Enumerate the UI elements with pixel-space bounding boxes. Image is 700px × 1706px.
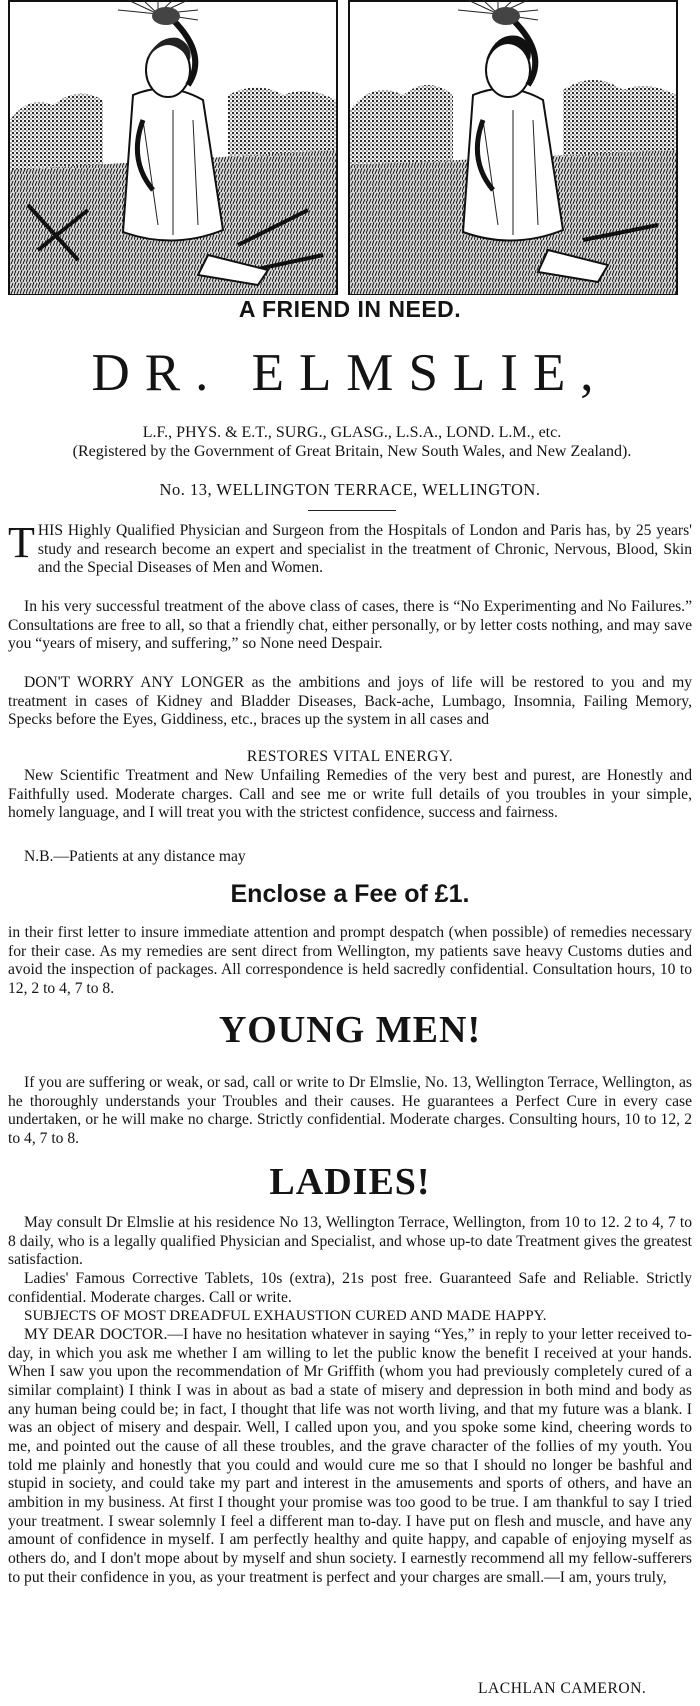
subjects-line: SUBJECTS OF MOST DREADFUL EXHAUSTION CURED AND MADE HAPPY. (24, 1307, 547, 1324)
ladies-heading: LADIES! (269, 1161, 431, 1203)
dropcap-letter: T (8, 518, 35, 567)
intro-text: HIS Highly Qualified Physician and Surgeon from the Hospitals of London and Paris has, by 25 years' study and research become an expert and specialist in the treatment of Chronic, Nervous, Blood, Skin and the Special Diseases of Men and Women. (37, 522, 692, 577)
address-line: No. 13, WELLINGTON TERRACE, WELLINGTON. (159, 480, 541, 499)
doctor-name-title: DR. ELMSLIE, (91, 344, 609, 402)
intro-paragraph (8, 518, 692, 578)
headline-friend-in-need: A FRIEND IN NEED. (238, 296, 462, 322)
young-men-heading: YOUNG MEN! (218, 1009, 482, 1051)
goddess-with-torch-icon (8, 0, 338, 295)
credentials (14, 424, 690, 461)
signature-name: LACHLAN CAMERON. (478, 1680, 647, 1697)
tablets-paragraph: Ladies' Famous Corrective Tablets, 10s (extra), 21s post free. Guaranteed Safe and Reliable. Strictly confidential. Moderate charges. Call or write. (8, 1270, 692, 1306)
ladies-paragraph: May consult Dr Elmslie at his residence No 13, Wellington Terrace, Wellington, from 10 to 12. 2 to 4, 7 to 8 daily, who is a legally qualified Physician and Specialist, and whose up-to date Treatment gives the greatest satisfaction. (8, 1214, 692, 1269)
young-men-paragraph: If you are suffering or weak, or sad, call or write to Dr Elmslie, No. 13, Wellington Terrace, Wellington, as he thoroughly understands your Troubles and their causes. He guarantees a Perfect Cure in every case undertaken, or he will make no charge. Strictly confidential. Moderate charges. Consulting hours, 10 to 12, 2 to 4, 7 to 8. (8, 1074, 692, 1147)
restores-vital-energy-heading: RESTORES VITAL ENERGY. (246, 748, 454, 765)
success-paragraph: In his very successful treatment of the above class of cases, there is “No Experimenting and No Failures.” Consultations are free to all, so that a friendly chat, either personally, or by letter costs nothing, and may save you “years of misery, and suffering,” so None need Despair. (8, 598, 692, 653)
testimonial-letter: MY DEAR DOCTOR.—I have no hesitation whatever in saying “Yes,” in reply to your letter received to-day, in which you ask me whether I am willing to let the public know the benefit I received at your hands. When I saw you upon the recommendation of Mr Griffith (whom you had previously completely cured of a similar complaint) I think I was in about as bad a state of misery and depression in both mind and body as any human being could be; in fact, I thought that life was not worth living, and that my future was a blank. I was an object of misery and despair. Well, I called upon you, and you spoke some kind, cheering words to me, and pointed out the cause of all these troubles, and the grave character of the follies of my youth. You told me plainly and honestly that you could and would cure me so that I should no longer be bashful and stupid in society, and could take my part and interest in the amusements and sports of others, and have an ambition in my business. At first I thought your promise was too good to be true. I am thankful to say I tried your treatment. I swear solemnly I feel a different man to-day. I have put on flesh and muscle, and have any amount of confidence in myself. I am perfectly healthy and quite happy, and capable of enjoying myself as others do, and I don't mope about by myself and shun society. I earnestly recommend all my fellow-sufferers to put their confidence in you, as your treatment is perfect and your charges are small.—I am, yours truly, (8, 1326, 692, 1586)
divider-rule (308, 510, 396, 511)
goddess-illustration-left (8, 0, 338, 295)
credentials-line-1: L.F., PHYS. & E.T., SURG., GLASG., L.S.A., LOND. L.M., etc. (142, 424, 562, 441)
goddess-with-torch-icon (348, 0, 678, 295)
fee-paragraph: in their first letter to insure immediate attention and prompt despatch (when possible) of remedies necessary for their case. As my remedies are sent direct from Wellington, my patients save heavy Customs duties and avoid the inspection of packages. All correspondence is held sacredly confidential. Consultation hours, 10 to 12, 2 to 4, 7 to 8. (8, 924, 692, 997)
goddess-illustration-right (348, 0, 678, 295)
new-treatment-paragraph: New Scientific Treatment and New Unfailing Remedies of the very best and purest, are Honestly and Faithfully used. Moderate charges. Call and see me or write full details of you troubles in your simple, homely language, and I will treat you with the strictest confidence, success and fairness. (8, 767, 692, 822)
credentials-line-2: (Registered by the Government of Great Britain, New South Wales, and New Zealand). (72, 442, 632, 460)
enclose-fee-heading: Enclose a Fee of £1. (230, 880, 470, 908)
nb-line: N.B.—Patients at any distance may (24, 848, 246, 865)
dont-worry-paragraph: DON'T WORRY ANY LONGER as the ambitions and joys of life will be restored to you and my treatment in cases of Kidney and Bladder Diseases, Back-ache, Lumbago, Insomnia, Failing Memory, Specks before the Eyes, Giddiness, etc., braces up the system in all cases and (8, 674, 692, 729)
